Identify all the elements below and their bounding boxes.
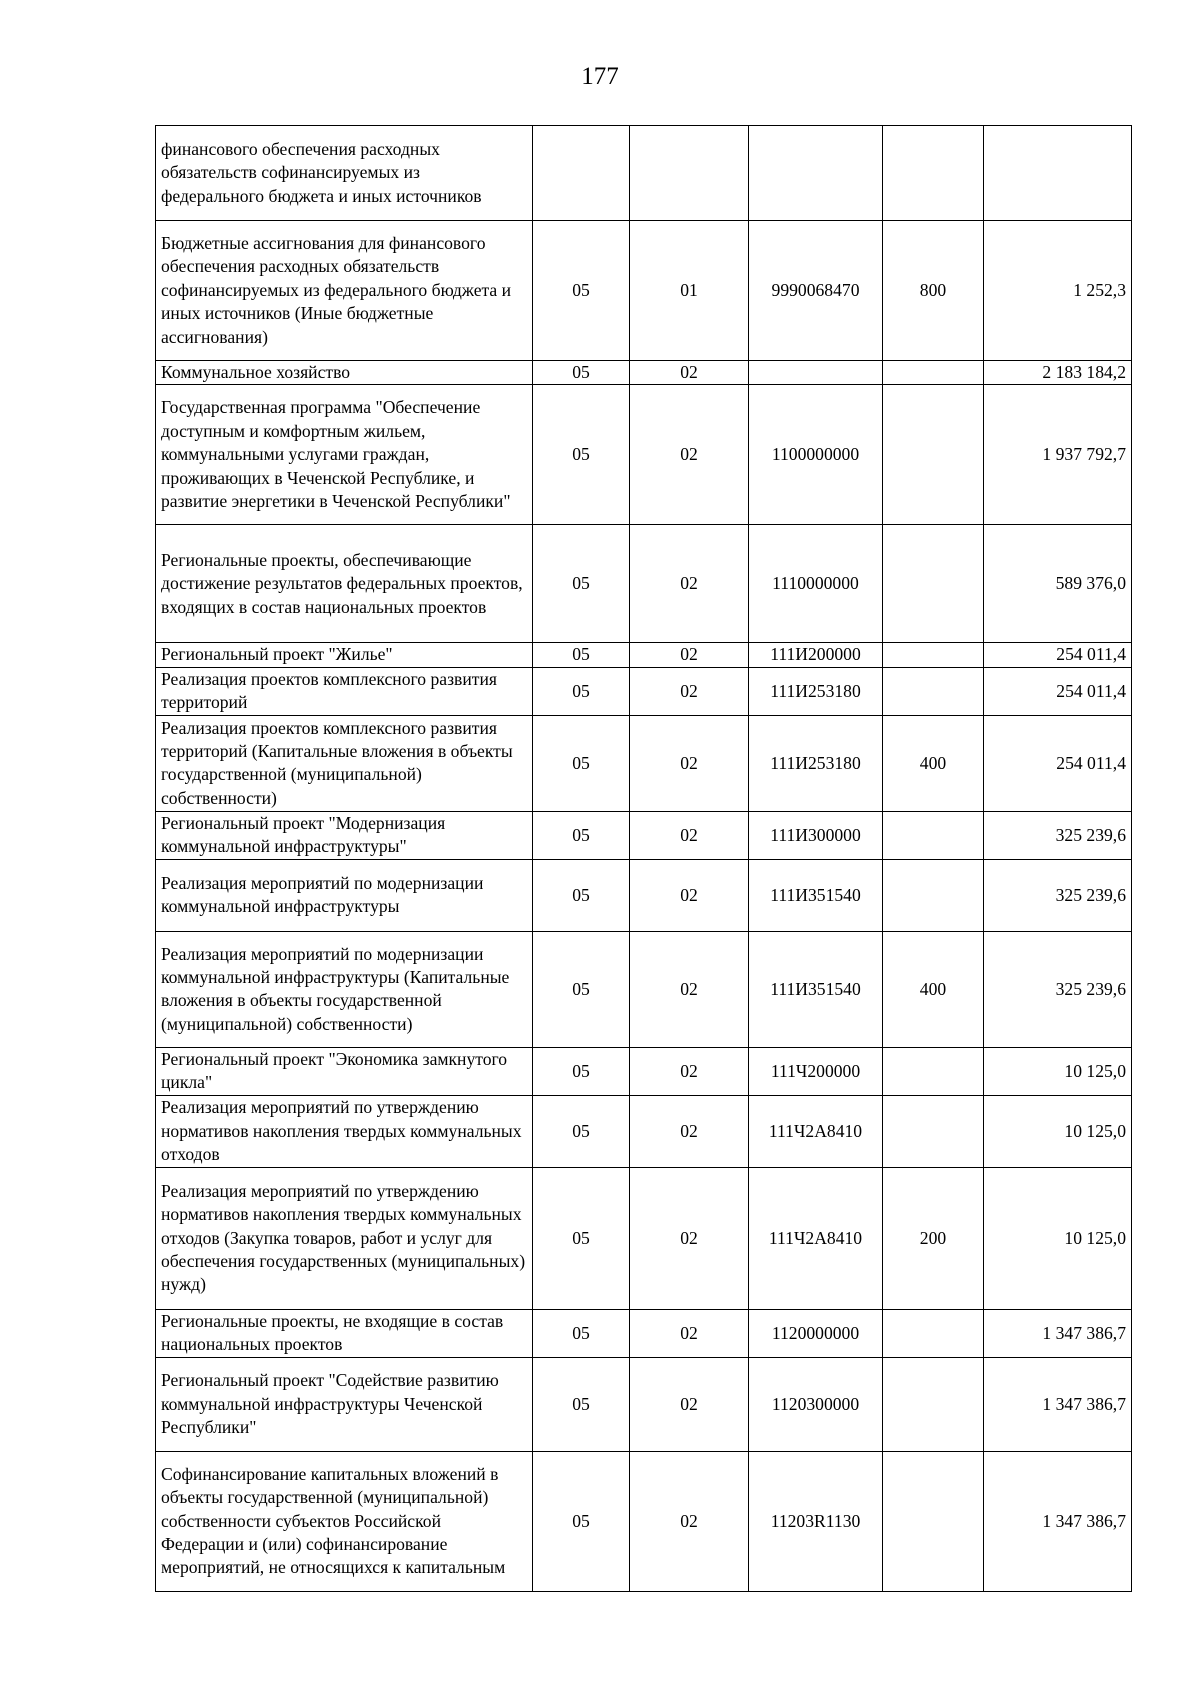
table-row [156,1095,1132,1167]
row-name: Реализация проектов комплексного развития территорий [156,667,533,715]
row-subsection-code: 02 [630,1167,749,1309]
row-section-code: 05 [533,385,630,525]
table-row [156,667,1132,715]
table-row [156,221,1132,361]
row-subsection-code: 02 [630,667,749,715]
row-amount: 10 125,0 [984,1047,1132,1095]
table-row [156,525,1132,643]
row-target-article-code: 111Ч2А8410 [749,1167,883,1309]
row-target-article-code: 111Ч2А8410 [749,1095,883,1167]
row-name: Региональный проект "Жилье" [156,643,533,667]
row-expense-type-code [883,1309,984,1357]
row-subsection-code: 02 [630,859,749,931]
row-amount [984,126,1132,221]
row-section-code: 05 [533,667,630,715]
row-target-article-code: 1120300000 [749,1357,883,1451]
row-section-code: 05 [533,221,630,361]
row-expense-type-code [883,1047,984,1095]
row-target-article-code: 11203R1130 [749,1451,883,1591]
row-subsection-code: 02 [630,1309,749,1357]
row-name: Региональный проект "Экономика замкнутого цикла" [156,1047,533,1095]
row-amount: 325 239,6 [984,811,1132,859]
row-amount: 10 125,0 [984,1095,1132,1167]
row-name: Софинансирование капитальных вложений в объекты государственной (муниципальной) собственности субъектов Российской Федерации и (или) софинансирование мероприятий, не относящихся к капитальным [156,1451,533,1591]
row-amount: 1 347 386,7 [984,1357,1132,1451]
row-expense-type-code [883,385,984,525]
row-subsection-code: 02 [630,643,749,667]
row-expense-type-code [883,811,984,859]
row-expense-type-code [883,1357,984,1451]
row-amount: 254 011,4 [984,667,1132,715]
row-section-code: 05 [533,931,630,1047]
table-row [156,1357,1132,1451]
row-target-article-code: 111Ч200000 [749,1047,883,1095]
row-expense-type-code [883,859,984,931]
page-number: 177 [581,63,619,90]
row-name: Реализация мероприятий по модернизации коммунальной инфраструктуры [156,859,533,931]
row-section-code: 05 [533,1309,630,1357]
row-subsection-code: 02 [630,715,749,811]
row-amount: 2 183 184,2 [984,361,1132,385]
row-expense-type-code: 800 [883,221,984,361]
row-section-code: 05 [533,1047,630,1095]
row-amount: 1 347 386,7 [984,1451,1132,1591]
row-amount: 1 252,3 [984,221,1132,361]
row-amount: 589 376,0 [984,525,1132,643]
row-section-code: 05 [533,715,630,811]
row-section-code: 05 [533,811,630,859]
row-name: Региональный проект "Модернизация коммунальной инфраструктуры" [156,811,533,859]
row-name: Реализация мероприятий по утверждению нормативов накопления твердых коммунальных отходов [156,1095,533,1167]
table-row [156,811,1132,859]
row-target-article-code: 9990068470 [749,221,883,361]
row-expense-type-code [883,1095,984,1167]
row-target-article-code: 1100000000 [749,385,883,525]
row-expense-type-code [883,643,984,667]
row-expense-type-code [883,361,984,385]
row-subsection-code: 02 [630,525,749,643]
row-subsection-code: 02 [630,1357,749,1451]
row-target-article-code: 111И200000 [749,643,883,667]
table-row [156,1309,1132,1357]
row-expense-type-code [883,525,984,643]
row-name: Региональные проекты, обеспечивающие достижение результатов федеральных проектов, входящих в состав национальных проектов [156,525,533,643]
row-expense-type-code: 400 [883,715,984,811]
row-amount: 254 011,4 [984,643,1132,667]
table-row [156,715,1132,811]
row-section-code: 05 [533,859,630,931]
row-name: Реализация мероприятий по утверждению нормативов накопления твердых коммунальных отходов (Закупка товаров, работ и услуг для обеспечения государственных (муниципальных) нужд) [156,1167,533,1309]
row-subsection-code [630,126,749,221]
row-amount: 325 239,6 [984,931,1132,1047]
row-amount: 1 937 792,7 [984,385,1132,525]
table-row [156,126,1132,221]
row-target-article-code: 111И351540 [749,859,883,931]
row-subsection-code: 02 [630,361,749,385]
row-section-code: 05 [533,1451,630,1591]
row-section-code: 05 [533,1357,630,1451]
row-amount: 10 125,0 [984,1167,1132,1309]
row-name: Бюджетные ассигнования для финансового обеспечения расходных обязательств софинансируемых из федерального бюджета и иных источников (Иные бюджетные ассигнования) [156,221,533,361]
row-target-article-code: 111И300000 [749,811,883,859]
table-row [156,859,1132,931]
row-name: Государственная программа "Обеспечение доступным и комфортным жильем, коммунальными услугами граждан, проживающих в Чеченской Республике, и развитие энергетики в Чеченской Республики" [156,385,533,525]
row-target-article-code [749,361,883,385]
row-section-code: 05 [533,643,630,667]
row-section-code [533,126,630,221]
row-name: финансового обеспечения расходных обязательств софинансируемых из федерального бюджета и иных источников [156,126,533,221]
budget-table [155,125,1132,1592]
row-target-article-code [749,126,883,221]
row-amount: 254 011,4 [984,715,1132,811]
row-section-code: 05 [533,525,630,643]
row-section-code: 05 [533,1095,630,1167]
row-target-article-code: 111И253180 [749,715,883,811]
row-expense-type-code [883,1451,984,1591]
row-name: Региональные проекты, не входящие в состав национальных проектов [156,1309,533,1357]
row-amount: 1 347 386,7 [984,1309,1132,1357]
row-section-code: 05 [533,361,630,385]
row-expense-type-code: 400 [883,931,984,1047]
row-name: Региональный проект "Содействие развитию коммунальной инфраструктуры Чеченской Республики" [156,1357,533,1451]
row-expense-type-code [883,667,984,715]
row-subsection-code: 02 [630,1047,749,1095]
table-row [156,361,1132,385]
table-row [156,643,1132,667]
table-row [156,1451,1132,1591]
row-expense-type-code: 200 [883,1167,984,1309]
row-subsection-code: 02 [630,385,749,525]
table-row [156,1167,1132,1309]
row-target-article-code: 1120000000 [749,1309,883,1357]
row-subsection-code: 02 [630,811,749,859]
row-name: Коммунальное хозяйство [156,361,533,385]
row-subsection-code: 02 [630,1095,749,1167]
row-subsection-code: 02 [630,1451,749,1591]
row-subsection-code: 01 [630,221,749,361]
row-section-code: 05 [533,1167,630,1309]
row-target-article-code: 111И253180 [749,667,883,715]
table-row [156,385,1132,525]
row-target-article-code: 1110000000 [749,525,883,643]
table-row [156,1047,1132,1095]
row-name: Реализация проектов комплексного развития территорий (Капитальные вложения в объекты государственной (муниципальной) собственности) [156,715,533,811]
row-amount: 325 239,6 [984,859,1132,931]
table-row [156,931,1132,1047]
row-expense-type-code [883,126,984,221]
row-subsection-code: 02 [630,931,749,1047]
row-target-article-code: 111И351540 [749,931,883,1047]
row-name: Реализация мероприятий по модернизации коммунальной инфраструктуры (Капитальные вложения в объекты государственной (муниципальной) собственности) [156,931,533,1047]
